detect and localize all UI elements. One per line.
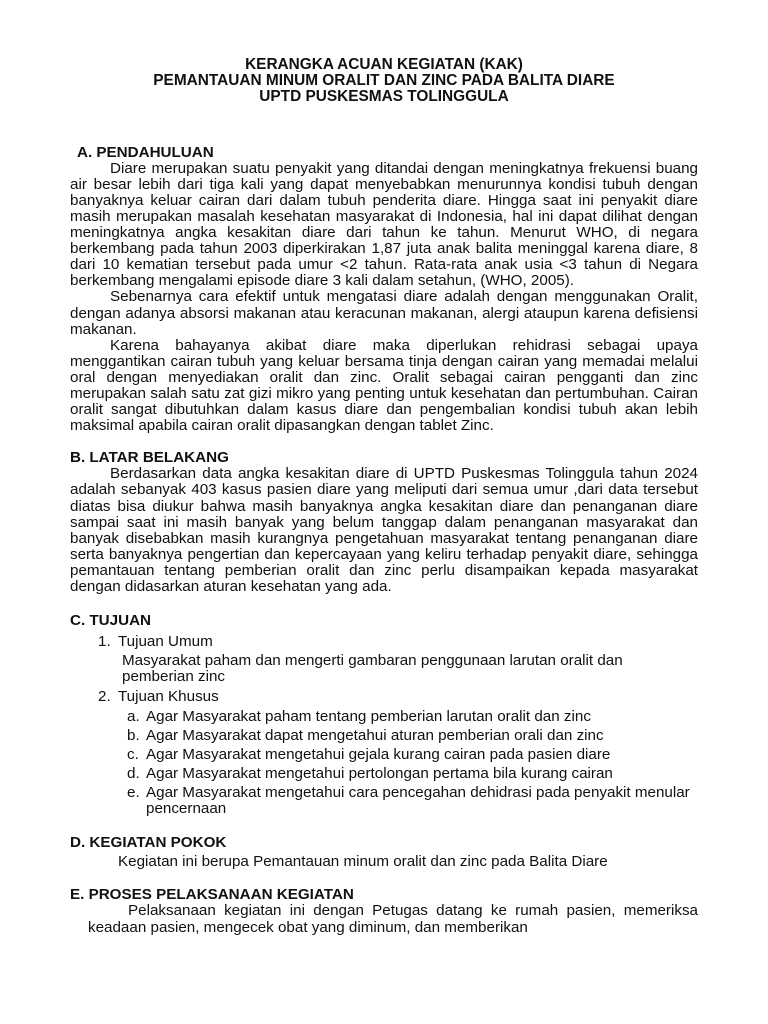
list-letter: e.: [127, 783, 140, 801]
list-item: [127, 766, 698, 782]
section-tujuan: [70, 613, 698, 817]
paragraph: Sebenarnya cara efektif untuk mengatasi diare adalah dengan menggunakan Oralit, dengan adanya absorsi makanan atau keracunan makanan, alergi ataupun karena defisiensi makanan.: [70, 288, 698, 338]
document-header: [70, 57, 698, 106]
section-proses-pelaksanaan: [70, 887, 698, 935]
objective-label: Tujuan Khusus: [117, 687, 219, 705]
section-kegiatan-pokok: [70, 835, 698, 870]
objective-specific: [98, 689, 698, 705]
paragraph: Kegiatan ini berupa Pemantauan minum oralit dan zinc pada Balita Diare: [118, 853, 608, 871]
section-pendahuluan: [70, 145, 698, 435]
list-item: [127, 728, 698, 744]
objectives-list: [70, 689, 698, 705]
objectives-list: [70, 634, 698, 650]
paragraph: Pelaksanaan kegiatan ini dengan Petugas datang ke rumah pasien, memeriksa keadaan pasien, mengecek obat yang diminum, dan memberikan: [88, 902, 698, 936]
list-item-text: Agar Masyarakat mengetahui pertolongan pertama bila kurang cairan: [146, 764, 613, 782]
list-item: [127, 785, 698, 817]
paragraph: Karena bahayanya akibat diare maka diperlukan rehidrasi sebagai upaya menggantikan cairan tubuh yang keluar bersama tinja dengan cairan yang memadai melalui oral dengan menyediakan oralit dan zinc. Oralit sebagai cairan pengganti dan zinc merupakan salah satu zat gizi mikro yang penting untuk kesehatan dan pertumbuhan. Cairan oralit sangat dibutuhkan dalam kasus diare dan pengembalian kondisi tubuh akan lebih maksimal apabila cairan oralit dipasangkan dengan tablet Zinc.: [70, 336, 698, 435]
section-heading: E. PROSES PELAKSANAAN KEGIATAN: [70, 886, 354, 904]
title-line-3: UPTD PUSKESMAS TOLINGGULA: [259, 88, 509, 106]
list-item-text: Agar Masyarakat mengetahui gejala kurang cairan pada pasien diare: [146, 745, 611, 763]
title-line-1: KERANGKA ACUAN KEGIATAN (KAK): [245, 56, 523, 73]
list-item-text: Agar Masyarakat dapat mengetahui aturan pemberian orali dan zinc: [146, 726, 604, 744]
list-item: [127, 747, 698, 763]
list-letter: a.: [127, 707, 140, 725]
paragraph: Berdasarkan data angka kesakitan diare di UPTD Puskesmas Tolinggula tahun 2024 adalah sebanyak 403 kasus pasien diare yang meliputi dari semua umur ,dari data tersebut diatas bisa diukur bahwa masih banyaknya angka kesakitan diare dan penanganan diare sampai saat ini masih banyak yang belum tanggap dalam penanganan masyarakat dan banyak disebabkan masih kurangnya pengetahuan masyarakat tentang penanganan diare serta banyaknya pengertian dan kepercayaan yang keliru terhadap penyakit diare, sehingga pemantauan tentang pemberian oralit dan zinc perlu disampaikan kepada masyarakat dengan didasarkan aturan kesehatan yang ada.: [70, 465, 698, 596]
list-item: [127, 709, 698, 725]
specific-objectives-list: [70, 709, 698, 818]
list-item-text: Agar Masyarakat mengetahui cara pencegahan dehidrasi pada penyakit menular pencernaan: [146, 783, 690, 818]
section-heading: B. LATAR BELAKANG: [70, 449, 229, 467]
objective-label: Tujuan Umum: [117, 633, 213, 651]
section-latar-belakang: [70, 450, 698, 595]
list-number: 1.: [98, 633, 111, 651]
objective-general-text: Masyarakat paham dan mengerti gambaran penggunaan larutan oralit dan pemberian zinc: [122, 652, 623, 686]
list-letter: c.: [127, 745, 139, 763]
list-letter: d.: [127, 764, 140, 782]
list-number: 2.: [98, 687, 111, 705]
section-heading: C. TUJUAN: [70, 612, 152, 630]
objective-general: [98, 634, 698, 650]
list-item-text: Agar Masyarakat paham tentang pemberian larutan oralit dan zinc: [146, 707, 591, 725]
section-heading: D. KEGIATAN POKOK: [70, 834, 227, 852]
paragraph: Diare merupakan suatu penyakit yang ditandai dengan meningkatnya frekuensi buang air besar lebih dari tiga kali yang dapat menyebabkan menurunnya kondisi tubuh dengan banyaknya keluar cairan dari dalam tubuh penderita diare. Hingga saat ini penyakit diare masih merupakan masalah kesehatan masyarakat di Indonesia, hal ini dapat dilihat dengan meningkatnya angka kesakitan diare dari tahun ke tahun. Menurut WHO, di negara berkembang pada tahun 2003 diperkirakan 1,87 juta anak balita meninggal karena diare, 8 dari 10 kematian tersebut pada umur <2 tahun. Rata-rata anak usia <3 tahun di Negara berkembang mengalami episode diare 3 kali dalam setahun, (WHO, 2005).: [70, 159, 698, 290]
title-line-2: PEMANTAUAN MINUM ORALIT DAN ZINC PADA BALITA DIARE: [153, 72, 615, 90]
list-letter: b.: [127, 726, 140, 744]
section-heading: A. PENDAHULUAN: [77, 143, 214, 161]
